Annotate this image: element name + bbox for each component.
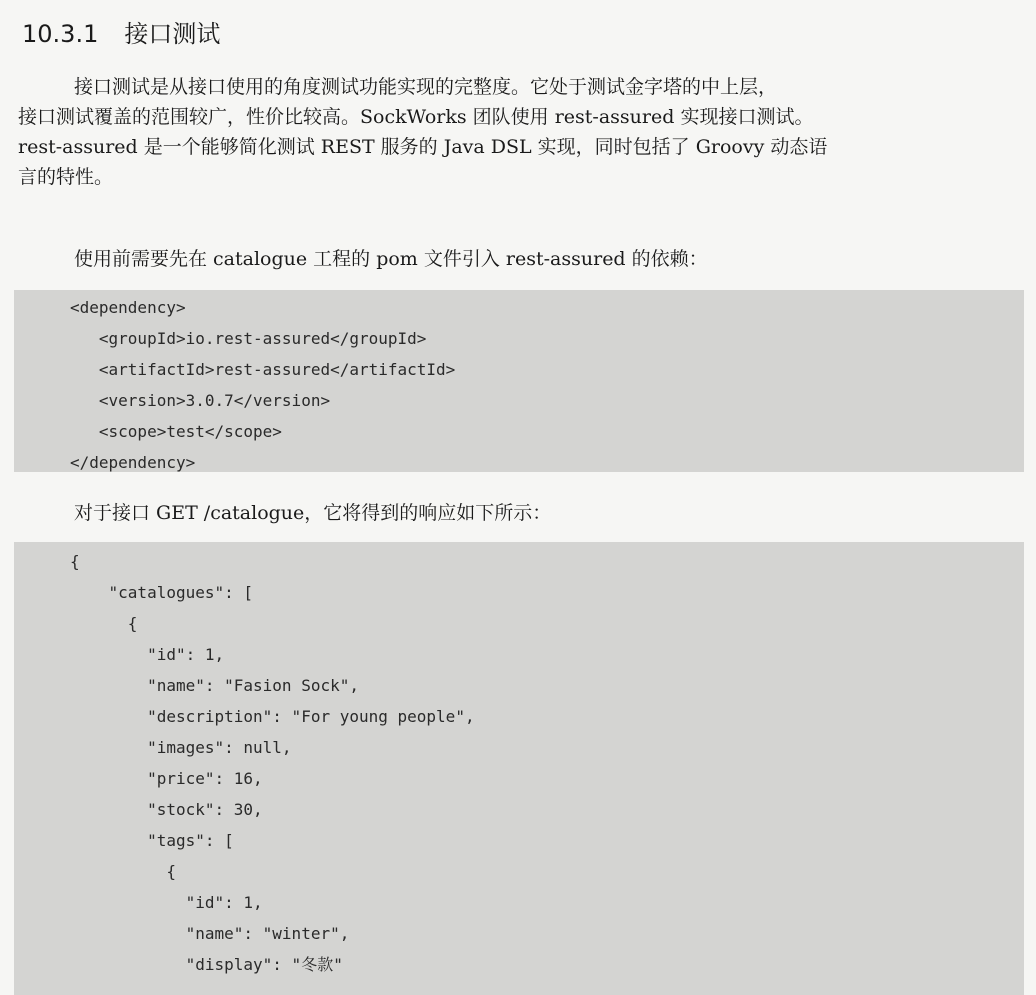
code-line: { [70,614,138,633]
intro-line-4: 言的特性。 [18,166,114,188]
code-line: "description": "For young people", [70,707,475,726]
intro-line-3: rest-assured 是一个能够简化测试 REST 服务的 Java DSL 实现，同时包括了 Groovy 动态语 [18,136,828,158]
code-line: { [70,862,176,881]
intro-line-2: 接口测试覆盖的范围较广，性价比较高。SockWorks 团队使用 rest-assured 实现接口测试。 [18,106,814,128]
response-intro-paragraph: 对于接口 GET /catalogue，它将得到的响应如下所示： [74,502,552,524]
dependency-intro-paragraph: 使用前需要先在 catalogue 工程的 pom 文件引入 rest-assured 的依赖： [74,248,708,270]
code-line: "stock": 30, [70,800,263,819]
code-line: "images": null, [70,738,292,757]
code-line: <artifactId>rest-assured</artifactId> [70,360,456,379]
code-line: <groupId>io.rest-assured</groupId> [70,329,427,348]
section-title: 接口测试 [124,20,221,48]
code-line: "display": "冬款" [70,955,343,974]
code-line: { [70,552,80,571]
code-line: "name": "winter", [70,924,350,943]
code-line: "catalogues": [ [70,583,254,602]
bleed-through-text [330,0,356,27]
code-line: <scope>test</scope> [70,422,282,441]
code-line: "price": 16, [70,769,263,788]
section-heading [22,14,220,49]
code-line: "tags": [ [70,831,234,850]
intro-line-1: 接口测试是从接口使用的角度测试功能实现的完整度。它处于测试金字塔的中上层， [74,76,778,98]
intro-paragraph [18,72,827,192]
pom-dependency-code-block [14,290,1024,472]
code-line: <version>3.0.7</version> [70,391,331,410]
code-line: </dependency> [70,453,196,472]
section-number: 10.3.1 [22,20,99,48]
code-line: "id": 1, [70,645,225,664]
code-line: "id": 1, [70,893,263,912]
code-line: <dependency> [70,298,186,317]
catalogue-response-code-block [14,542,1024,995]
code-line: "name": "Fasion Sock", [70,676,359,695]
